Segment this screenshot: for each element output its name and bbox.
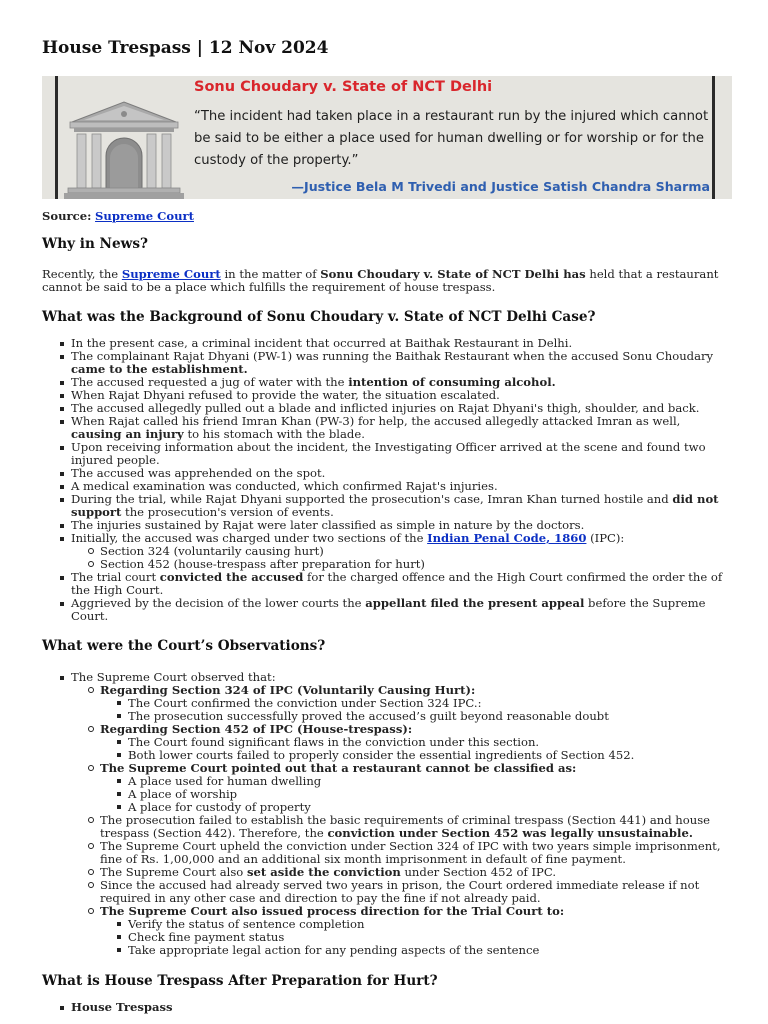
house-trespass-list	[42, 1001, 726, 1014]
item-text: A place for custody of property	[128, 800, 311, 814]
list-item	[42, 1001, 726, 1014]
s324-list	[100, 697, 726, 723]
list-item	[100, 944, 726, 957]
item-text: under Section 452 of IPC.	[400, 865, 557, 879]
item-bold: House Trespass	[71, 1000, 173, 1014]
item-text: before the Supreme Court.	[71, 596, 706, 623]
item-text: the prosecution's version of events.	[121, 505, 334, 519]
observations-list	[42, 671, 726, 957]
item-text: The injuries sustained by Rajat were later classified as simple in nature by the doctors.	[71, 518, 585, 532]
heading-observations: What were the Court’s Observations?	[42, 638, 326, 654]
news-paragraph	[42, 268, 726, 294]
item-text: The accused requested a jug of water with the	[71, 375, 349, 389]
list-item	[42, 441, 726, 467]
item-text: The Supreme Court upheld the conviction under Section 324 of IPC with two years simple imprisonment, fine of Rs. 1,00,000 and an additional six month imprisonment in default of fine payment.	[100, 839, 721, 866]
list-item	[42, 493, 726, 519]
news-text-2: in the matter of	[220, 267, 321, 281]
item-text: In the present case, a criminal incident that occurred at Baithak Restaurant in Delhi.	[71, 336, 573, 350]
heading-house-trespass: What is House Trespass After Preparation for Hurt?	[42, 973, 438, 989]
item-bold: The Supreme Court also issued process direction for the Trial Court to:	[100, 904, 565, 918]
item-text: When Rajat called his friend Imran Khan (PW-3) for help, the accused allegedly attacked Imran as well,	[71, 414, 681, 428]
item-text: (IPC):	[586, 531, 625, 545]
item-text: A medical examination was conducted, which confirmed Rajat's injuries.	[71, 479, 498, 493]
source-label: Source:	[42, 209, 92, 223]
list-item	[71, 684, 726, 723]
list-item	[42, 671, 726, 957]
item-text: The accused was apprehended on the spot.	[71, 466, 326, 480]
item-text: Since the accused had already served two years in prison, the Court ordered immediate release if not required in any other case and direction to pay the fine if not already paid.	[100, 878, 700, 905]
list-item	[71, 905, 726, 957]
item-bold: conviction under Section 452 was legally unsustainable.	[327, 826, 693, 840]
item-text: Check fine payment status	[128, 930, 285, 944]
s452-list	[100, 736, 726, 762]
courthouse-icon	[64, 100, 184, 199]
item-text: Both lower courts failed to properly consider the essential ingredients of Section 452.	[128, 748, 635, 762]
item-text: Verify the status of sentence completion	[128, 917, 365, 931]
banner-case-title: Sonu Choudary v. State of NCT Delhi	[194, 79, 493, 95]
heading-background: What was the Background of Sonu Choudary v. State of NCT Delhi Case?	[42, 309, 596, 325]
supreme-court-link[interactable]: Supreme Court	[121, 267, 221, 281]
item-bold: causing an injury	[71, 427, 184, 441]
item-text: Aggrieved by the decision of the lower courts the	[71, 596, 366, 610]
item-text: Initially, the accused was charged under two sections of the	[71, 531, 428, 545]
list-item	[71, 762, 726, 814]
item-text: A place of worship	[128, 787, 238, 801]
item-text: The trial court	[71, 570, 160, 584]
item-text: Section 324 (voluntarily causing hurt)	[100, 544, 324, 558]
item-bold: intention of consuming alcohol.	[348, 375, 556, 389]
item-bold: Regarding Section 324 of IPC (Voluntarily Causing Hurt):	[100, 683, 476, 697]
item-text: The complainant Rajat Dhyani (PW-1) was running the Baithak Restaurant when the accused Sonu Choudary	[71, 349, 714, 363]
list-item	[42, 415, 726, 441]
item-text: When Rajat Dhyani refused to provide the water, the situation escalated.	[71, 388, 500, 402]
item-bold: set aside the conviction	[246, 865, 401, 879]
banner-left-bar	[55, 76, 58, 199]
background-list	[42, 337, 726, 623]
item-text: A place used for human dwelling	[128, 774, 322, 788]
item-text: The Court found significant flaws in the conviction under this section.	[128, 735, 540, 749]
list-item	[71, 723, 726, 762]
list-item	[71, 814, 726, 840]
list-item	[42, 571, 726, 597]
item-text: for the charged offence and the High Court confirmed the order the of the High Court.	[71, 570, 723, 597]
item-text: to his stomach with the blade.	[183, 427, 365, 441]
case-banner	[42, 76, 732, 199]
item-text: The Court confirmed the conviction under Section 324 IPC.:	[128, 696, 482, 710]
item-bold: The Supreme Court pointed out that a restaurant cannot be classified as:	[100, 761, 577, 775]
item-bold: did not support	[71, 492, 719, 519]
banner-judges: —Justice Bela M Trivedi and Justice Satish Chandra Sharma	[291, 179, 710, 194]
list-item	[42, 597, 726, 623]
item-text: The prosecution failed to establish the basic requirements of criminal trespass (Section 441) and house trespass (Section 442). Therefore, the	[100, 813, 711, 840]
news-text-1: Recently, the	[42, 267, 122, 281]
item-text: The prosecution successfully proved the accused’s guilt beyond reasonable doubt	[128, 709, 609, 723]
item-text: During the trial, while Rajat Dhyani supported the prosecution's case, Imran Khan turned hostile and	[71, 492, 673, 506]
news-bold: Sonu Choudary v. State of NCT Delhi has	[320, 267, 586, 281]
item-bold: appellant filed the present appeal	[365, 596, 585, 610]
item-text: The Supreme Court also	[100, 865, 247, 879]
restaurant-list	[100, 775, 726, 814]
observations-sublist	[71, 684, 726, 957]
list-item	[71, 879, 726, 905]
list-item	[42, 532, 726, 571]
item-bold: convicted the accused	[159, 570, 304, 584]
trial-court-list	[100, 918, 726, 957]
ipc-link[interactable]: Indian Penal Code, 1860	[427, 531, 587, 545]
source-line	[42, 210, 726, 223]
list-item	[71, 840, 726, 866]
item-text: Take appropriate legal action for any pending aspects of the sentence	[128, 943, 540, 957]
item-text: Section 452 (house-trespass after preparation for hurt)	[100, 557, 425, 571]
news-text-3: held that a restaurant cannot be said to be a place which fulfills the requirement of house trespass.	[42, 267, 719, 294]
ipc-sections-list	[71, 545, 726, 571]
list-item	[42, 350, 726, 376]
source-link[interactable]: Supreme Court	[95, 209, 194, 223]
item-bold: Regarding Section 452 of IPC (House-trespass):	[100, 722, 413, 736]
heading-why-in-news: Why in News?	[42, 236, 148, 252]
item-bold: came to the establishment.	[71, 362, 248, 376]
item-text: The accused allegedly pulled out a blade and inflicted injuries on Rajat Dhyani's thigh, shoulder, and back.	[71, 401, 700, 415]
item-text: Upon receiving information about the incident, the Investigating Officer arrived at the scene and found two injured people.	[71, 440, 706, 467]
item-text: The Supreme Court observed that:	[71, 670, 276, 684]
page-title: House Trespass | 12 Nov 2024	[42, 38, 329, 58]
banner-quote: “The incident had taken place in a restaurant run by the injured which cannot be said to be either a place used for human dwelling or for worship or for the custody of the property.”	[194, 109, 709, 168]
